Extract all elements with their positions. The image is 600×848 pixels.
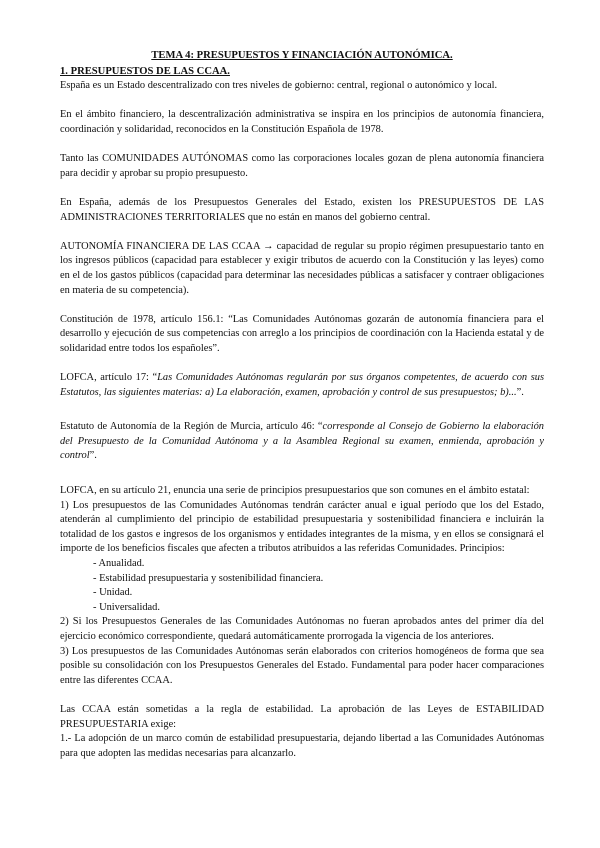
stability-item-1: 1.- La adopción de un marco común de estabilidad presupuestaria, dejando libertad a las Comunidades Autónomas para que adopten las medidas necesarias para alcanzarlo. [60, 733, 544, 759]
paragraph-financial-scope: En el ámbito financiero, la descentralización administrativa se inspira en los principios de autonomía financiera, coordinación y solidaridad, reconocidos en la Constitución Española de 1978. [60, 109, 544, 135]
principle-item-2: 2) Si los Presupuestos Generales de las Comunidades Autónomas no fueran aprobados antes del primer día del ejercicio económico correspondiente, quedará automáticamente prorrogada la vigencia de los anteriores. [60, 616, 544, 642]
paragraph-lofca-21: LOFCA, en su artículo 21, enuncia una serie de principios presupuestarios que son comunes en el ámbito estatal: [60, 485, 530, 497]
paragraph-constitution-156: Constitución de 1978, artículo 156.1: “Las Comunidades Autónomas gozarán de autonomía financiera para el desarrollo y ejecución de sus competencias con arreglo a los principios de coordinación con la Hacienda estatal y de solidaridad entre todos los españoles”. [60, 313, 544, 354]
paragraph-autonomy: Tanto las COMUNIDADES AUTÓNOMAS como las corporaciones locales gozan de plena autonomía financiera para decidir y aprobar su propio presupuesto. [60, 153, 544, 179]
paragraph-lofca-17 [60, 371, 544, 400]
paragraph-financial-autonomy-definition: AUTONOMÍA FINANCIERA DE LAS CCAA → capacidad de regular su propio régimen presupuestario tanto en los ingresos públicos (capacidad para establecer y exigir tributos de acuerdo con la Constitución y las leyes) como en el de los gastos públicos (capacidad para determinar las necesidades públicas a satisfacer y contraer obligaciones en materia de su competencia). [60, 240, 544, 296]
paragraph-estatuto-murcia [60, 420, 544, 464]
list-item: - Unidad. [93, 586, 544, 601]
paragraph-intro: España es un Estado descentralizado con tres niveles de gobierno: central, regional o autonómico y local. [60, 80, 498, 92]
paragraph-territorial-budgets: En España, además de los Presupuestos Generales del Estado, existen los PRESUPUESTOS DE LAS ADMINISTRACIONES TERRITORIALES que no están en manos del gobierno central. [60, 196, 544, 223]
principle-item-1: 1) Los presupuestos de las Comunidades Autónomas tendrán carácter anual e igual período que los del Estado, atenderán al cumplimiento del principio de estabilidad presupuestaria y sostenibilidad financiera e incluirán la totalidad de los gastos e ingresos de los organismos y entidades integrantes de la misma, y en ellos se consignará el importe de los beneficios fiscales que afecten a tributos atribuidos a las referidas Comunidades. Principios: [60, 499, 544, 555]
lofca-17-tail: ”. [516, 386, 524, 398]
principles-list [60, 557, 544, 615]
paragraph-stability-rule: Las CCAA están sometidas a la regla de estabilidad. La aprobación de las Leyes de ESTABILIDAD PRESUPUESTARIA exige: [60, 703, 544, 730]
list-item: - Anualidad. [93, 557, 544, 572]
lofca-17-lead: LOFCA, artículo 17: “ [60, 372, 158, 384]
estatuto-tail: ”. [89, 450, 97, 462]
section-heading: 1. PRESUPUESTOS DE LAS CCAA. [60, 65, 230, 77]
document-title: TEMA 4: PRESUPUESTOS Y FINANCIACIÓN AUTONÓMICA. [151, 50, 453, 61]
lofca-17-quote: Las Comunidades Autónomas regularán por sus órganos competentes, de acuerdo con sus Estatutos, las siguientes materias: a) La elaboración, examen, aprobación y control de sus presupuestos; b)... [60, 372, 544, 398]
estatuto-quote: corresponde al Consejo de Gobierno la elaboración del Presupuesto de la Comunidad Autónoma y a la Asamblea Regional su examen, enmienda, aprobación y control [60, 421, 545, 462]
estatuto-lead: Estatuto de Autonomía de la Región de Murcia, artículo 46: “ [60, 421, 323, 433]
list-item: - Universalidad. [93, 601, 544, 616]
list-item: - Estabilidad presupuestaria y sostenibilidad financiera. [93, 572, 544, 587]
principle-item-3: 3) Los presupuestos de las Comunidades Autónomas serán elaborados con criterios homogéneos de forma que sea posible su consolidación con los Presupuestos Generales del Estado. Fundamental para poder hacer comparaciones entre las diferentes CCAA. [60, 645, 544, 686]
